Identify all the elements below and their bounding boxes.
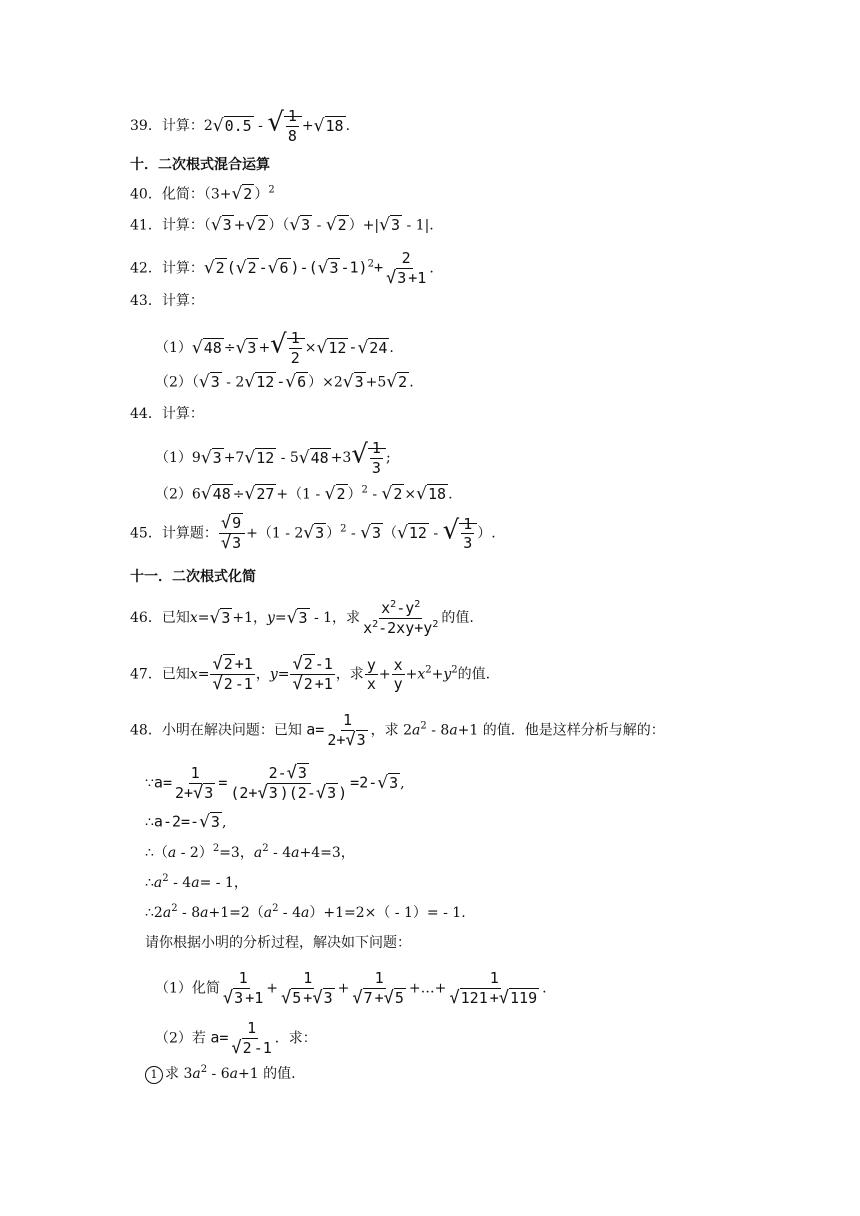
question-45: 45．计算题： $\frac{√9}{√3}$ +（1 - 2√3 ）$^2$ - √3 （√12 - √ $\frac{1}{3}$ ）.	[130, 513, 496, 553]
solution-step-4: $\therefore a^2 - 4a= - 1$，	[145, 873, 248, 891]
question-41: 41．计算：（√3 +√2 ）（√3 - √2 ）+|√3 - 1|.	[130, 215, 434, 235]
question-43: 43．计算：	[130, 293, 204, 309]
question-46: 46．已知x=√3 +1，y=√3 - 1，求 $\frac{x^2-y^2}{x^2-2xy+y^2}$ 的值.	[130, 599, 474, 637]
instruction-line: 请你根据小明的分析过程，解决如下问题：	[145, 935, 411, 951]
solution-step-5: $\therefore 2a^2 - 8a+1=2(a^2 - 4a)+1=2\times( - 1)= - 1$.	[145, 903, 466, 921]
question-39: 39．计算：2√0.5 - √ $\frac{1}{8}$ +√18 .	[130, 107, 351, 145]
question-43-1: （1）√48 ÷√3 +√ $\frac{1}{2}$ ×√12 -√24 .	[155, 329, 394, 367]
question-44-1: （1）9√3 +7√12 - 5√48 +3√ $\frac{1}{3}$ ;	[155, 439, 391, 477]
question-47: 47．已知x= $\frac{√2 +1}{√2 -1}$ ，y= $\frac{√2 -1}{√2 +1}$ ，求 $\frac{y}{x}$ + $\frac{x}{y}$ $+x^2+y^2$的值.	[130, 654, 491, 694]
section-11-heading: 十一．二次根式化简	[130, 569, 256, 585]
question-44-2: （2）6√48 ÷√27 +（1 - √2 ）$^2$ - √2 ×√18 .	[155, 484, 453, 504]
question-44: 44．计算：	[130, 406, 204, 422]
solution-step-1: ∵a= $\frac{1}{2+√3}$ = $\frac{2-√3}{(2+√3 )(2-√3 )}$ =2-√3 ,	[145, 763, 405, 803]
part-2: （2）若 a= $\frac{1}{√2 -1}$ ．求：	[155, 1019, 317, 1058]
question-42: 42．计算：√2 (√2 -√6 )-(√3 -1)$^2$+ $\frac{2}{√3 +1}$ .	[130, 249, 434, 288]
part-1: （1）化简 $\frac{1}{√3 +1}$ + $\frac{1}{√5 +√3}$ + $\frac{1}{√7 +√5}$ +…+ $\frac{1}{√121 +√119}$ .	[155, 969, 547, 1008]
question-40: 40．化简：（3+√2 ）$^2$	[130, 184, 275, 204]
circled-one-icon: 1	[145, 1066, 163, 1084]
question-43-2: （2）（√3 - 2√12 -√6 ）×2√3 +5√2 .	[155, 372, 414, 392]
solution-step-3: ∴（a - 2）$^2$=3，$a^2 - 4a+4=3$，	[145, 843, 355, 861]
solution-step-2: ∴a-2=-√3 ,	[145, 812, 227, 832]
part-2-1: 1 求 $3a^2 - 6a+1$ 的值.	[145, 1066, 296, 1084]
section-10-heading: 十．二次根式混合运算	[130, 157, 270, 173]
question-48: 48．小明在解决问题：已知 a= $\frac{1}{2+√3}$ ，求 $2a^2 - 8a+1$ 的值．他是这样分析与解的：	[130, 711, 665, 750]
